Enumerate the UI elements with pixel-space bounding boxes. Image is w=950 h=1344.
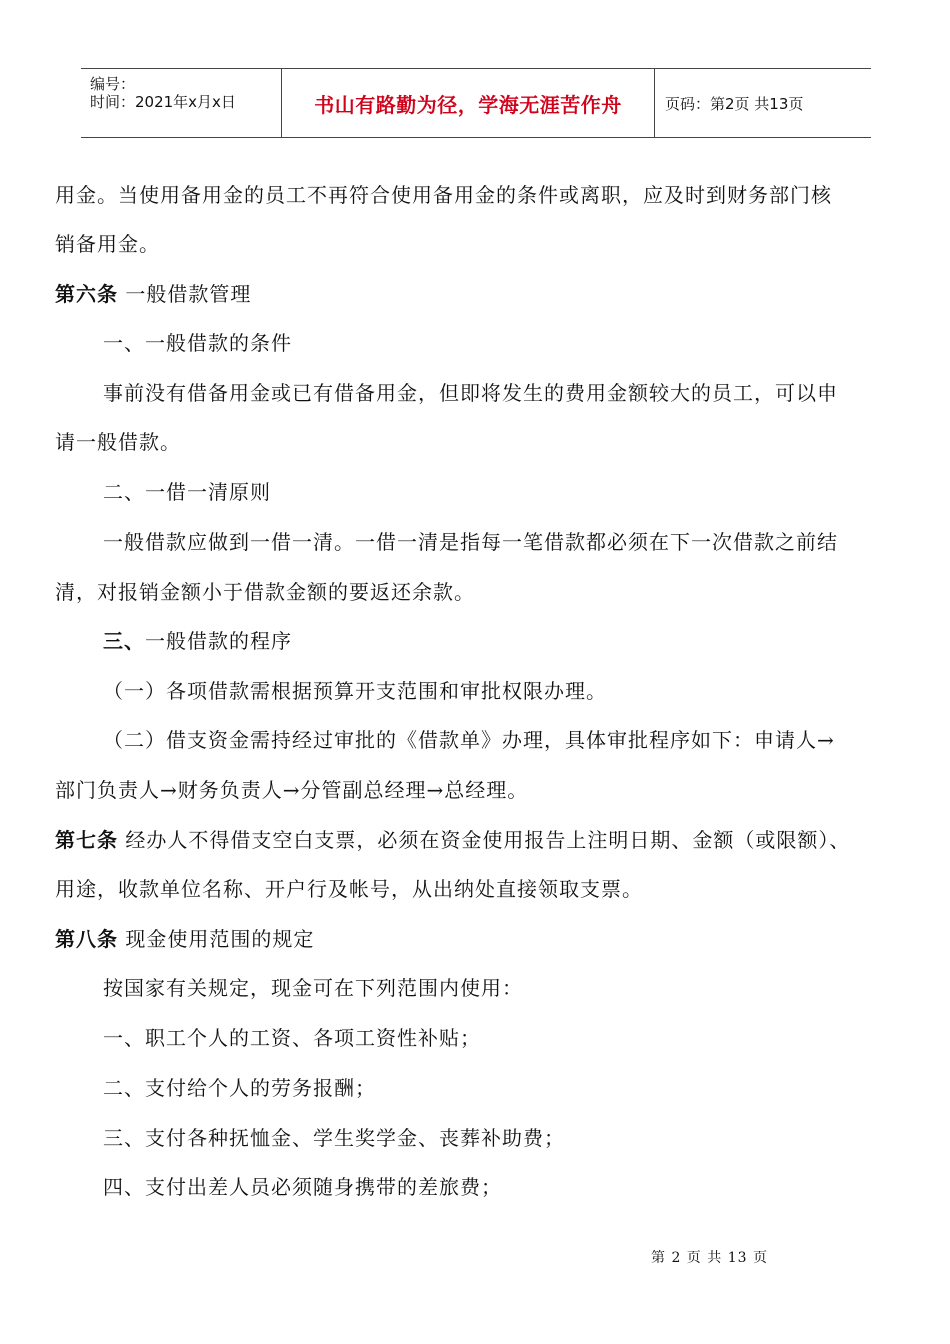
document-number-label: 编号： <box>90 75 136 93</box>
page-footer: 第 2 页 共 13 页 <box>651 1250 768 1266</box>
body-paragraph: 事前没有借备用金或已有借备用金，但即将发生的费用金额较大的员工，可以申 <box>103 381 838 405</box>
body-paragraph: 清，对报销金额小于借款金额的要返还余款。 <box>55 580 475 604</box>
list-item: 四、支付出差人员必须随身携带的差旅费； <box>103 1175 502 1199</box>
header-motto-cell <box>282 69 655 137</box>
article-title: 一般借款管理 <box>125 282 252 306</box>
header-page-number: 页码：第2页 共13页 <box>665 94 804 113</box>
article-heading <box>55 282 905 306</box>
article-heading <box>55 927 905 951</box>
header-meta <box>81 69 282 137</box>
body-paragraph: 销备用金。 <box>55 232 160 256</box>
header-motto: 书山有路勤为径，学海无涯苦作舟 <box>314 92 622 117</box>
section-heading <box>103 629 903 653</box>
article-text: 经办人不得借支空白支票，必须在资金使用报告上注明日期、金额（或限额）、 <box>125 828 851 852</box>
page-header <box>81 68 871 138</box>
list-item: 二、支付给个人的劳务报酬； <box>103 1076 376 1100</box>
list-item: 一、职工个人的工资、各项工资性补贴； <box>103 1026 481 1050</box>
header-page-cell <box>655 69 871 137</box>
section-heading: 二、一借一清原则 <box>103 480 271 504</box>
list-item: （二）借支资金需持经过审批的《借款单》办理，具体审批程序如下：申请人→ <box>103 728 835 752</box>
section-title: 一般借款的程序 <box>145 629 292 653</box>
body-paragraph: 用途，收款单位名称、开户行及帐号，从出纳处直接领取支票。 <box>55 877 643 901</box>
body-paragraph: 用金。当使用备用金的员工不再符合使用备用金的条件或离职，应及时到财务部门核 <box>55 183 832 207</box>
article-heading <box>55 828 905 852</box>
article-number: 第七条 <box>55 828 118 852</box>
article-title: 现金使用范围的规定 <box>125 927 315 951</box>
body-paragraph: 请一般借款。 <box>55 430 181 454</box>
list-item: 三、支付各种抚恤金、学生奖学金、丧葬补助费； <box>103 1126 565 1150</box>
article-number: 第六条 <box>55 282 118 306</box>
body-paragraph: 一般借款应做到一借一清。一借一清是指每一笔借款都必须在下一次借款之前结 <box>103 530 838 554</box>
body-paragraph: 部门负责人→财务负责人→分管副总经理→总经理。 <box>55 778 529 802</box>
body-paragraph: 按国家有关规定，现金可在下列范围内使用： <box>103 976 523 1000</box>
section-number: 三、 <box>103 629 145 653</box>
document-date-label: 时间：2021年x月x日 <box>90 93 236 111</box>
article-number: 第八条 <box>55 927 118 951</box>
section-heading: 一、一般借款的条件 <box>103 331 292 355</box>
list-item: （一）各项借款需根据预算开支范围和审批权限办理。 <box>103 679 607 703</box>
